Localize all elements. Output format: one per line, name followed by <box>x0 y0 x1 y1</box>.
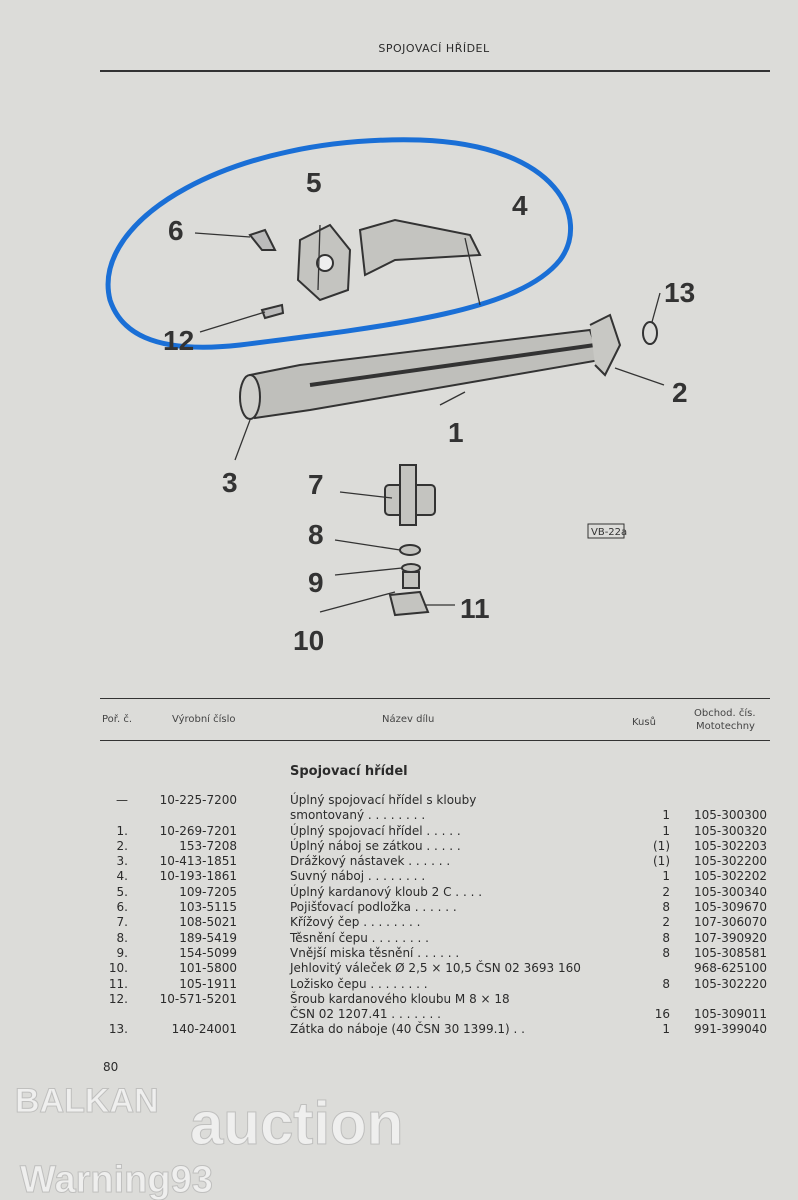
table-row <box>100 808 770 823</box>
table-row <box>100 1022 770 1037</box>
label-12: 12 <box>163 325 195 356</box>
cell-obchod: 105-302203 <box>693 838 767 853</box>
cell-por: 8. <box>116 930 128 945</box>
cell-kusu: 8 <box>662 976 670 991</box>
cell-obchod: 107-390920 <box>693 930 767 945</box>
cell-kusu: 8 <box>662 900 670 915</box>
cell-nazev: Úplný spojovací hřídel . . . . . <box>290 823 461 838</box>
cell-obchod: 968-625100 <box>693 961 767 976</box>
cell-por: 12. <box>108 991 128 1006</box>
label-11: 11 <box>460 593 490 624</box>
cell-por: 5. <box>116 884 128 899</box>
header-rule <box>100 70 770 72</box>
table-row <box>100 900 770 915</box>
label-13: 13 <box>664 277 696 308</box>
label-1: 1 <box>448 417 464 448</box>
cell-vyrobni: 189-5419 <box>179 930 237 945</box>
cell-kusu: 8 <box>662 945 670 960</box>
cell-nazev: Ložisko čepu . . . . . . . . <box>290 976 428 991</box>
cell-vyrobni: 10-193-1861 <box>159 869 237 884</box>
cell-vyrobni: 105-1911 <box>179 976 237 991</box>
cell-obchod: 105-302200 <box>693 854 767 869</box>
cell-por: 7. <box>116 915 128 930</box>
cell-nazev: Vnější miska těsnění . . . . . . <box>290 945 460 960</box>
exploded-parts-diagram <box>0 100 798 660</box>
table-row <box>100 824 770 839</box>
table-row <box>100 992 770 1007</box>
col-kusu: Kusů <box>632 717 656 728</box>
cell-kusu: 2 <box>662 915 670 930</box>
cell-vyrobni: 153-7208 <box>179 838 237 853</box>
figure-stamp: VB-22a <box>591 527 628 538</box>
cell-kusu: 8 <box>662 930 670 945</box>
leader-lines <box>195 225 664 612</box>
col-vyrobni: Výrobní číslo <box>172 714 236 725</box>
cell-por: 11. <box>108 976 128 991</box>
watermark-line1: BALKAN <box>15 1082 159 1120</box>
cell-nazev: Pojišťovací podložka . . . . . . <box>290 900 457 915</box>
cell-obchod: 991-399040 <box>693 1022 767 1037</box>
cell-nazev: Jehlovitý váleček Ø 2,5 × 10,5 ČSN 02 3693 160 <box>290 961 581 976</box>
cell-obchod: 105-300300 <box>693 808 767 823</box>
cell-vyrobni: 140-24001 <box>171 1022 237 1037</box>
label-10: 10 <box>293 625 325 656</box>
cell-nazev: smontovaný . . . . . . . . <box>290 808 426 823</box>
label-9: 9 <box>308 567 324 598</box>
cell-obchod: 105-300340 <box>693 884 767 899</box>
cell-kusu: 1 <box>662 869 670 884</box>
watermark-line3: Warning93 <box>20 1159 213 1200</box>
cell-obchod: 105-309011 <box>693 1007 767 1022</box>
cell-kusu: 16 <box>654 1007 670 1022</box>
col-obchod-1: Obchod. čís. <box>694 708 756 719</box>
cell-kusu: 2 <box>662 884 670 899</box>
col-nazev: Název dílu <box>382 714 435 725</box>
cell-nazev: Těsnění čepu . . . . . . . . <box>290 930 429 945</box>
table-row <box>100 931 770 946</box>
watermark-line2: auction <box>190 1090 404 1157</box>
cell-nazev: Suvný náboj . . . . . . . . <box>290 869 426 884</box>
table-row <box>100 1007 770 1022</box>
table-header-rule <box>100 740 770 741</box>
cell-vyrobni: 10-413-1851 <box>159 854 237 869</box>
cell-por: 6. <box>116 900 128 915</box>
cell-nazev: ČSN 02 1207.41 . . . . . . . <box>290 1007 441 1022</box>
cell-vyrobni: 10-571-5201 <box>159 991 237 1006</box>
cell-nazev: Úplný spojovací hřídel s klouby <box>290 793 477 807</box>
watermark <box>10 1082 460 1200</box>
col-por: Poř. č. <box>102 714 133 725</box>
cell-por: 3. <box>116 854 128 869</box>
cell-nazev: Úplný náboj se zátkou . . . . . <box>290 838 461 853</box>
slide-hub-part <box>360 220 480 275</box>
section-title: Spojovací hřídel <box>290 764 408 779</box>
label-5: 5 <box>306 167 322 198</box>
table-row <box>100 961 770 976</box>
table-row <box>100 869 770 884</box>
table-row <box>100 946 770 961</box>
bolt-part <box>262 305 283 318</box>
cell-por: 2. <box>116 838 128 853</box>
cell-obchod: 105-309670 <box>693 900 767 915</box>
table-row <box>100 977 770 992</box>
cell-kusu: (1) <box>653 838 670 853</box>
parts-table <box>100 793 770 1038</box>
cell-nazev: Úplný kardanový kloub 2 C . . . . <box>290 884 483 899</box>
cell-nazev: Křížový čep . . . . . . . . <box>290 915 421 930</box>
page-header-title: SPOJOVACÍ HŘÍDEL <box>378 42 490 55</box>
cell-por: 10. <box>108 961 128 976</box>
cell-por: 4. <box>116 869 128 884</box>
cell-vyrobni: 10-269-7201 <box>159 823 237 838</box>
label-7: 7 <box>308 469 324 500</box>
cell-vyrobni: 154-5099 <box>179 945 237 960</box>
cell-vyrobni: 101-5800 <box>179 961 237 976</box>
cell-kusu: 1 <box>662 823 670 838</box>
table-top-rule <box>100 698 770 699</box>
cell-vyrobni: 10-225-7200 <box>159 793 237 807</box>
cell-obchod: 105-302202 <box>693 869 767 884</box>
cell-vyrobni: 108-5021 <box>179 915 237 930</box>
cell-por: — <box>116 793 128 807</box>
cell-vyrobni: 103-5115 <box>179 900 237 915</box>
table-row <box>100 793 770 808</box>
col-obchod-2: Mototechny <box>696 721 755 732</box>
label-3: 3 <box>222 467 238 498</box>
label-8: 8 <box>308 519 324 550</box>
cell-obchod: 105-308581 <box>693 945 767 960</box>
cell-vyrobni: 109-7205 <box>179 884 237 899</box>
cell-kusu: 1 <box>662 1022 670 1037</box>
washer-part <box>250 230 275 250</box>
label-6: 6 <box>168 215 184 246</box>
cell-obchod: 107-306070 <box>693 915 767 930</box>
cell-por: 13. <box>108 1022 128 1037</box>
table-row <box>100 915 770 930</box>
label-4: 4 <box>512 190 528 221</box>
cell-nazev: Zátka do náboje (40 ČSN 30 1399.1) . . <box>290 1022 525 1037</box>
cell-por: 1. <box>116 823 128 838</box>
cell-obchod: 105-302220 <box>693 976 767 991</box>
table-row <box>100 885 770 900</box>
shaft-part <box>240 315 657 419</box>
page-number: 80 <box>103 1060 119 1074</box>
table-row <box>100 854 770 869</box>
cell-obchod: 105-300320 <box>693 823 767 838</box>
table-row <box>100 839 770 854</box>
cell-por: 9. <box>116 945 128 960</box>
label-2: 2 <box>672 377 688 408</box>
cell-kusu: 1 <box>662 808 670 823</box>
cell-nazev: Šroub kardanového kloubu M 8 × 18 <box>290 991 510 1006</box>
cell-nazev: Drážkový nástavek . . . . . . <box>290 854 451 869</box>
cell-kusu: (1) <box>653 854 670 869</box>
